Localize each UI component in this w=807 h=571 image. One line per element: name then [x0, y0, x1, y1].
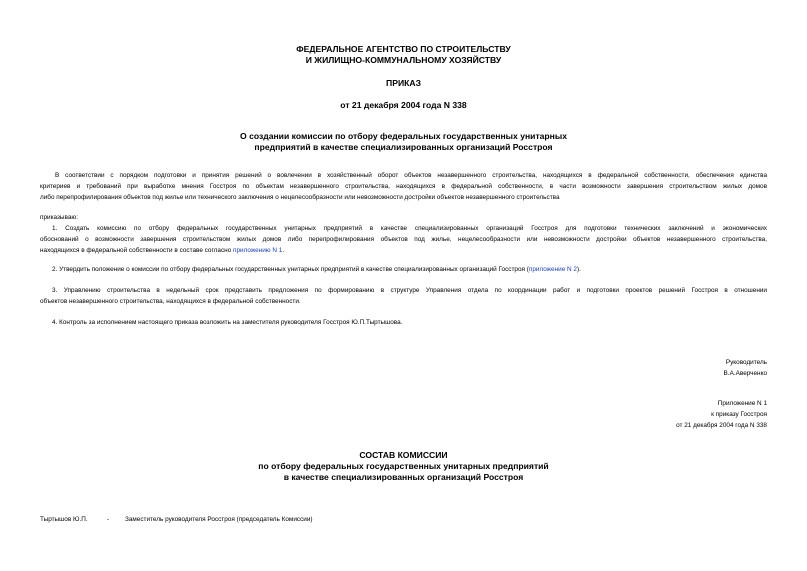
- item-1-line-2: обоснований о возможности завершения строительством жилых домов либо перепрофилирования объектов под жилье, нецелесообразности или невозможности достройки объектов незавершенного строительства,: [40, 236, 767, 243]
- appendix-title-line-2: по отбору федеральных государственных унитарных предприятий: [258, 461, 549, 471]
- appendix-order-ref: к приказу Госстроя: [711, 411, 767, 418]
- item-1-line-3-end: .: [282, 247, 285, 254]
- agency-line-1: ФЕДЕРАЛЬНОЕ АГЕНТСТВО ПО СТРОИТЕЛЬСТВУ: [296, 44, 511, 54]
- intro-line-3: либо перепрофилирования объектов под жилье или технического заключения о нецелесообразности или невозможности достройки объектов незавершенного строительства: [40, 194, 560, 201]
- signature-block: [724, 357, 767, 379]
- intro-line-1: В соответствии с порядком подготовки и принятия решений о вовлечении в хозяйственный оборот объектов незавершенного строительства, находящихся в федеральной собственности, обеспечения единства: [55, 172, 767, 179]
- appendix-1-link[interactable]: приложению N 1: [233, 247, 283, 254]
- appendix-date: от 21 декабря 2004 года N 338: [676, 422, 767, 429]
- appendix-label: Приложение N 1: [717, 400, 767, 407]
- appendix-title: [0, 450, 807, 483]
- item-3: [40, 285, 767, 307]
- document-date: от 21 декабря 2004 года N 338: [340, 100, 467, 110]
- item-4: 4. Контроль за исполнением настоящего приказа возложить на заместителя руководителя Госстроя Ю.П.Тыртышова.: [52, 319, 403, 326]
- agency-line-2: И ЖИЛИЩНО-КОММУНАЛЬНОМУ ХОЗЯЙСТВУ: [305, 55, 502, 65]
- item-1-line-3-text: находящихся в федеральной собственности в составе согласно: [40, 247, 234, 254]
- order-word: приказываю:: [40, 214, 78, 221]
- signature-name: В.А.Аверченко: [723, 370, 767, 377]
- item-1-line-3: [40, 245, 767, 256]
- appendix-2-link[interactable]: приложение N 2: [528, 266, 577, 273]
- item-1-line-1: 1. Создать комиссию по отбору федеральных государственных унитарных предприятий в качестве специализированных организаций Госстроя для подготовки технических заключений и экономических: [52, 225, 767, 232]
- member-role: Заместитель руководителя Росстроя (председатель Комиссии): [125, 516, 313, 523]
- appendix-title-line-1: СОСТАВ КОМИССИИ: [359, 450, 448, 460]
- item-1: [40, 223, 767, 256]
- document-type: ПРИКАЗ: [386, 78, 421, 88]
- item-2-end: ).: [576, 266, 581, 273]
- appendix-header: [676, 398, 767, 431]
- intro-paragraph: [40, 170, 767, 203]
- item-3-line-2: объектов незавершенного строительства, находящихся в федеральной собственности.: [40, 298, 301, 305]
- item-3-line-1: 3. Управлению строительства в недельный срок представить предложения по формированию в структуре Управления отдела по координации работ и подготовки проектов решений Госстроя в отношении: [52, 287, 767, 294]
- item-2-text: 2. Утвердить положение о комиссии по отбору федеральных государственных унитарных предприятий в качестве специализированных организаций Госстроя (: [52, 266, 529, 273]
- intro-line-2: критериев и требований при выработке мнения Госстроя по объектам незавершенного строительства, находящихся в федеральной собственности, в части возможности завершения строительством жилых домов: [40, 183, 767, 190]
- member-name: Тыртышов Ю.П.: [40, 516, 88, 523]
- title-line-1: О создании комиссии по отбору федеральных государственных унитарных: [240, 131, 567, 141]
- title-line-2: предприятий в качестве специализированных организаций Росстроя: [254, 142, 553, 152]
- member-dash: -: [107, 516, 110, 523]
- document-title: [0, 131, 807, 153]
- item-2-line: [52, 264, 767, 275]
- agency-name: [0, 44, 807, 66]
- appendix-title-line-3: в качестве специализированных организаций Росстроя: [283, 472, 524, 482]
- item-2: [40, 264, 767, 275]
- signature-position: Руководитель: [725, 359, 767, 366]
